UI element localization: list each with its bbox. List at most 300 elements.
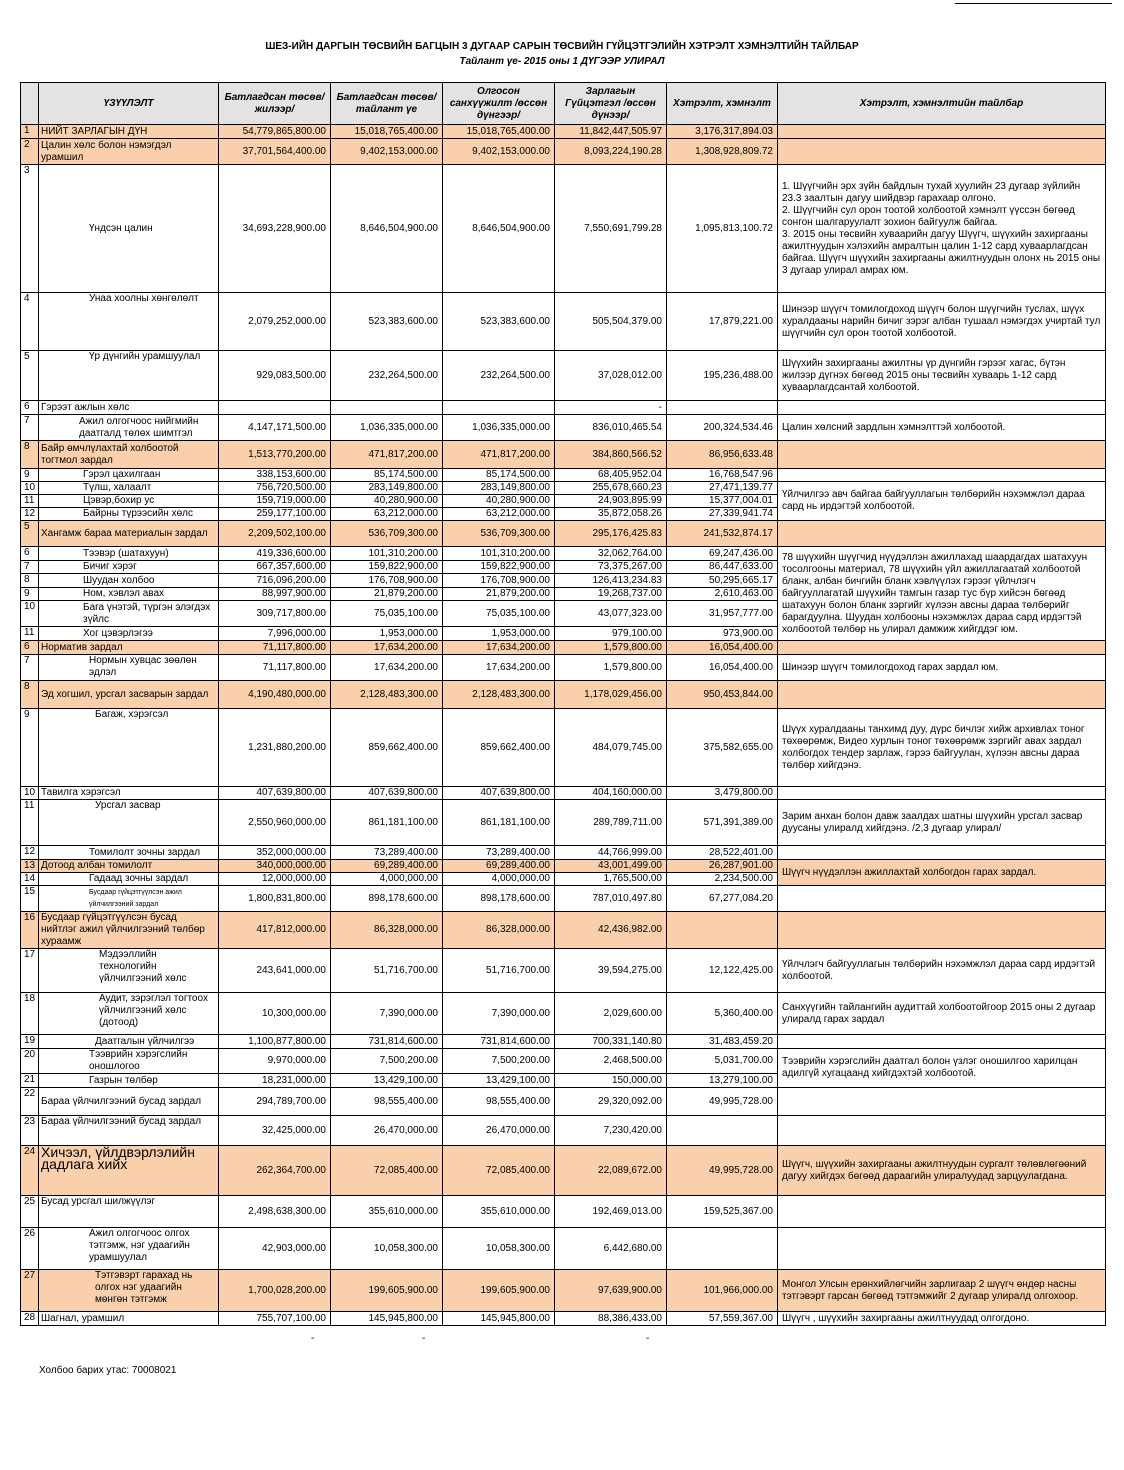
cell-d: 384,860,566.52 [555, 441, 667, 469]
row-number: 9 [21, 588, 39, 601]
header-indicator: ҮЗҮҮЛЭЛТ [39, 83, 219, 125]
row-number: 7 [21, 415, 39, 441]
row-number: 19 [21, 1035, 39, 1049]
cell-e: 195,236,488.00 [667, 351, 778, 401]
cell-c: 21,879,200.00 [443, 588, 555, 601]
cell-e: 159,525,367.00 [667, 1196, 778, 1228]
row-indicator: Шагнал, урамшил [39, 1312, 219, 1326]
cell-c: 731,814,600.00 [443, 1035, 555, 1049]
cell-d: 97,639,900.00 [555, 1270, 667, 1312]
cell-a: 262,364,700.00 [219, 1146, 331, 1196]
cell-b: 355,610,000.00 [331, 1196, 443, 1228]
row-number: 7 [21, 655, 39, 681]
row-indicator: Гадаад зочны зардал [39, 873, 219, 886]
cell-e: 5,031,700.00 [667, 1049, 778, 1074]
cell-d: 126,413,234.83 [555, 574, 667, 588]
cell-c: 536,709,300.00 [443, 521, 555, 547]
explanation-cell [778, 521, 1106, 547]
cell-a: 309,717,800.00 [219, 601, 331, 627]
row-number: 4 [21, 293, 39, 351]
cell-b: 471,817,200.00 [331, 441, 443, 469]
explanation-cell: Цалин хөлсний зардлын хэмнэлттэй холбоотой. [778, 415, 1106, 441]
explanation-cell [778, 1116, 1106, 1146]
cell-c: 69,289,400.00 [443, 860, 555, 873]
row-indicator: Газрын төлбөр [39, 1074, 219, 1088]
row-indicator: Хог цэвэрлэгээ [39, 627, 219, 641]
explanation-cell: Үйлчилгээ авч байгаа байгууллагын төлбөрийн нэхэмжлэл дараа сард нь ирдэгтэй холбоотой. [778, 482, 1106, 521]
row-indicator: Гэрэл цахилгаан [39, 469, 219, 482]
top-border-line [955, 3, 1112, 4]
cell-b: 51,716,700.00 [331, 949, 443, 993]
cell-d: 700,331,140.80 [555, 1035, 667, 1049]
cell-c: 98,555,400.00 [443, 1088, 555, 1116]
cell-e: 16,054,400.00 [667, 641, 778, 655]
cell-b: 176,708,900.00 [331, 574, 443, 588]
cell-e [667, 912, 778, 949]
cell-a: 2,550,960,000.00 [219, 800, 331, 846]
cell-a: 4,190,480,000.00 [219, 681, 331, 709]
cell-b: 536,709,300.00 [331, 521, 443, 547]
table-row [21, 1196, 1106, 1228]
row-indicator: Бусад урсгал шилжүүлэг [39, 1196, 219, 1228]
explanation-cell: Монгол Улсын ерөнхийлөгчийн зарлигаар 2 шүүгч өндөр насны тэтгэвэрт гарсан бөгөөд тэтгэмжийг 2 дугаар улиралд олгохоор. [778, 1270, 1106, 1312]
row-indicator: Үр дүнгийн урамшуулал [39, 351, 219, 401]
row-number: 11 [21, 800, 39, 846]
cell-b: 15,018,765,400.00 [331, 125, 443, 139]
cell-d: 787,010,497.80 [555, 886, 667, 912]
cell-a: 1,513,770,200.00 [219, 441, 331, 469]
cell-d: 29,320,092.00 [555, 1088, 667, 1116]
cell-e [667, 401, 778, 415]
cell-c: 199,605,900.00 [443, 1270, 555, 1312]
explanation-cell: Тээврийн хэрэгслийн даатгал болон үзлэг оношилгоо харилцан адилгүй хугацаанд хийгдэхтэй холбоотой. [778, 1049, 1106, 1088]
explanation-cell: Шүүгч, шүүхийн захиргааны ажилтнуудын сургалт төлөвлөгөөний дагуу хийгдэх бөгөөд дараагийн улиралуудад зарцуулагдана. [778, 1146, 1106, 1196]
explanation-cell [778, 125, 1106, 139]
row-indicator: Тавилга хэрэгсэл [39, 787, 219, 800]
row-indicator: Нормын хувцас зөөлөн эдлэл [39, 655, 219, 681]
cell-a: 1,700,028,200.00 [219, 1270, 331, 1312]
cell-b [331, 401, 443, 415]
cell-c: 7,390,000.00 [443, 993, 555, 1035]
cell-c: 85,174,500.00 [443, 469, 555, 482]
cell-e: 31,483,459.20 [667, 1035, 778, 1049]
cell-e: 950,453,844.00 [667, 681, 778, 709]
cell-e: 12,122,425.00 [667, 949, 778, 993]
cell-d: 43,001,499.00 [555, 860, 667, 873]
cell-a: 88,997,900.00 [219, 588, 331, 601]
row-number: 10 [21, 601, 39, 627]
explanation-cell: Шүүхийн захиргааны ажилтны үр дүнгийн гэрээг хагас, бүтэн жилээр дүгнэх бөгөөд 2015 оны төсвийн хуваарь 1-12 сард хуваарлагдсантай холбоотой. [778, 351, 1106, 401]
cell-e: 1,095,813,100.72 [667, 165, 778, 293]
cell-d: - [555, 401, 667, 415]
cell-d: 37,028,012.00 [555, 351, 667, 401]
row-indicator: Байрны түрээсийн хөлс [39, 508, 219, 521]
cell-c: 26,470,000.00 [443, 1116, 555, 1146]
row-indicator: Мэдээллийн технологийн үйлчилгээний хөлс [39, 949, 219, 993]
cell-e: 57,559,367.00 [667, 1312, 778, 1326]
cell-e: 27,471,139.77 [667, 482, 778, 495]
row-indicator: Шуудан холбоо [39, 574, 219, 588]
cell-e: 3,176,317,894.03 [667, 125, 778, 139]
cell-b: 72,085,400.00 [331, 1146, 443, 1196]
explanation-cell: 1. Шүүгчийн эрх зүйн байдлын тухай хуулийн 23 дугаар зүйлийн 23.3 заалтын дагуу шийдвэр гарахаар олгоно. 2. Шүүгчийн сул орон тоотой холбоотой хэмнэлт үүссэн бөгөөд сонгон шалгаруулалт зохион байгуулж байгаа. 3. 2015 оны төсвийн хуваарийн дагуу Шүүгч, шүүхийн захиргааны ажилтнуудын хэлэхийн амралтын цалин 1-12 сард хуваарлагдсан байгаа. Шүүгч шүүхийн захиргааны ажилтнуудын олонх нь 2015 оны 3 дугаар улирал амрах юм. [778, 165, 1106, 293]
cell-d: 505,504,379.00 [555, 293, 667, 351]
explanation-cell: Санхүүгийн тайлангийн аудиттай холбоотойгоор 2015 оны 2 дугаар улиралд гарах зардал [778, 993, 1106, 1035]
row-indicator: Ажил олгогчоос олгох тэтгэмж, нэг удаагийн урамшуулал [39, 1228, 219, 1270]
explanation-cell [778, 469, 1106, 482]
row-number: 8 [21, 681, 39, 709]
cell-c: 86,328,000.00 [443, 912, 555, 949]
table-row [21, 482, 1106, 495]
header-variance: Хэтрэлт, хэмнэлт [667, 83, 778, 125]
dash-mark: - [646, 1333, 650, 1344]
cell-a: 159,719,000.00 [219, 495, 331, 508]
cell-c: 898,178,600.00 [443, 886, 555, 912]
cell-d: 289,789,711.00 [555, 800, 667, 846]
cell-c: 283,149,800.00 [443, 482, 555, 495]
cell-c: 407,639,800.00 [443, 787, 555, 800]
cell-b: 232,264,500.00 [331, 351, 443, 401]
cell-b: 283,149,800.00 [331, 482, 443, 495]
cell-e: 5,360,400.00 [667, 993, 778, 1035]
row-number: 8 [21, 441, 39, 469]
cell-d: 979,100.00 [555, 627, 667, 641]
cell-a [219, 401, 331, 415]
row-indicator: Бага үнэтэй, түргэн элэгдэх зүйлс [39, 601, 219, 627]
row-number: 27 [21, 1270, 39, 1312]
cell-e: 101,966,000.00 [667, 1270, 778, 1312]
cell-a: 1,100,877,800.00 [219, 1035, 331, 1049]
cell-a: 10,300,000.00 [219, 993, 331, 1035]
row-number: 17 [21, 949, 39, 993]
explanation-cell [778, 441, 1106, 469]
cell-b: 21,879,200.00 [331, 588, 443, 601]
cell-c: 101,310,200.00 [443, 547, 555, 561]
explanation-cell [778, 1088, 1106, 1116]
table-row [21, 165, 1106, 293]
cell-d: 192,469,013.00 [555, 1196, 667, 1228]
row-indicator: Унаа хоолны хөнгөлөлт [39, 293, 219, 351]
cell-b: 159,822,900.00 [331, 561, 443, 574]
explanation-cell [778, 139, 1106, 165]
row-number: 11 [21, 627, 39, 641]
cell-e: 49,995,728.00 [667, 1088, 778, 1116]
table-row [21, 655, 1106, 681]
cell-a: 340,000,000.00 [219, 860, 331, 873]
cell-a: 1,800,831,800.00 [219, 886, 331, 912]
row-number: 20 [21, 1049, 39, 1074]
cell-d: 24,903,895.99 [555, 495, 667, 508]
header-explanation: Хэтрэлт, хэмнэлтийн тайлбар [778, 83, 1106, 125]
explanation-cell [778, 1196, 1106, 1228]
row-number: 10 [21, 787, 39, 800]
explanation-cell [778, 912, 1106, 949]
header-approved-period: Батлагдсан төсөв/тайлант үе [331, 83, 443, 125]
row-number: 16 [21, 912, 39, 949]
cell-a: 37,701,564,400.00 [219, 139, 331, 165]
table-row [21, 1270, 1106, 1312]
cell-b: 85,174,500.00 [331, 469, 443, 482]
cell-b: 10,058,300.00 [331, 1228, 443, 1270]
row-number: 2 [21, 139, 39, 165]
row-number: 21 [21, 1074, 39, 1088]
cell-a: 34,693,228,900.00 [219, 165, 331, 293]
table-row [21, 787, 1106, 800]
table-row [21, 912, 1106, 949]
cell-c: 75,035,100.00 [443, 601, 555, 627]
cell-c: 355,610,000.00 [443, 1196, 555, 1228]
cell-c: 176,708,900.00 [443, 574, 555, 588]
cell-c: 159,822,900.00 [443, 561, 555, 574]
row-number: 15 [21, 886, 39, 912]
table-row [21, 351, 1106, 401]
report-subtitle: Тайлант үе- 2015 оны 1 ДҮГЭЭР УЛИРАЛ [459, 56, 665, 67]
row-indicator: Норматив зардал [39, 641, 219, 655]
row-indicator: Дотоод албан томилолт [39, 860, 219, 873]
cell-e: 13,279,100.00 [667, 1074, 778, 1088]
table-row [21, 886, 1106, 912]
cell-c: 63,212,000.00 [443, 508, 555, 521]
cell-d: 7,230,420.00 [555, 1116, 667, 1146]
row-number: 6 [21, 547, 39, 561]
cell-b: 17,634,200.00 [331, 655, 443, 681]
row-indicator: Гэрээт ажлын хөлс [39, 401, 219, 415]
header-actual: Зарлагын Гүйцэтгэл /өссөн дүнээр/ [555, 83, 667, 125]
cell-b: 731,814,600.00 [331, 1035, 443, 1049]
cell-b: 9,402,153,000.00 [331, 139, 443, 165]
cell-d: 68,405,952.04 [555, 469, 667, 482]
header-funding: Олгосон санхүүжилт /өссөн дүнгээр/ [443, 83, 555, 125]
table-row [21, 641, 1106, 655]
cell-b: 7,500,200.00 [331, 1049, 443, 1074]
cell-c: 4,000,000.00 [443, 873, 555, 886]
cell-b: 17,634,200.00 [331, 641, 443, 655]
row-indicator: Түлш, халаалт [39, 482, 219, 495]
cell-a: 7,996,000.00 [219, 627, 331, 641]
row-indicator: Цэвэр,бохир ус [39, 495, 219, 508]
header-approved-year: Батлагдсан төсөв/жилээр/ [219, 83, 331, 125]
cell-d: 42,436,982.00 [555, 912, 667, 949]
cell-d: 295,176,425.83 [555, 521, 667, 547]
cell-c: 1,036,335,000.00 [443, 415, 555, 441]
row-number: 12 [21, 846, 39, 860]
cell-e: 16,054,400.00 [667, 655, 778, 681]
cell-c: 17,634,200.00 [443, 641, 555, 655]
cell-a: 2,079,252,000.00 [219, 293, 331, 351]
explanation-cell: Шүүх хуралдааны танхимд дуу, дүрс бичлэг хийж архивлах тоног төхөөрөмж, Видео хурлын тоног төхөөрөмж зэргийг авах зардал холбогдох тендер зарлаж, гэрээ байгуулан, хүлээн авсны дараа төлбөр хийгдэнэ. [778, 709, 1106, 787]
cell-b: 8,646,504,900.00 [331, 165, 443, 293]
row-indicator: Цалин хөлс болон нэмэгдэл урамшил [39, 139, 219, 165]
cell-a: 417,812,000.00 [219, 912, 331, 949]
table-row [21, 949, 1106, 993]
cell-c: 861,181,100.00 [443, 800, 555, 846]
explanation-cell [778, 681, 1106, 709]
cell-c [443, 401, 555, 415]
cell-b: 1,953,000.00 [331, 627, 443, 641]
cell-d: 43,077,323.00 [555, 601, 667, 627]
row-number: 18 [21, 993, 39, 1035]
row-number: 6 [21, 641, 39, 655]
explanation-cell [778, 1228, 1106, 1270]
table-row [21, 293, 1106, 351]
cell-a: 54,779,865,800.00 [219, 125, 331, 139]
cell-b: 2,128,483,300.00 [331, 681, 443, 709]
table-row [21, 521, 1106, 547]
cell-a: 71,117,800.00 [219, 641, 331, 655]
table-row [21, 846, 1106, 860]
cell-b: 63,212,000.00 [331, 508, 443, 521]
budget-table [20, 82, 1106, 1326]
cell-a: 338,153,600.00 [219, 469, 331, 482]
row-number: 10 [21, 482, 39, 495]
row-number: 25 [21, 1196, 39, 1228]
cell-b: 98,555,400.00 [331, 1088, 443, 1116]
table-row [21, 993, 1106, 1035]
cell-d: 19,268,737.00 [555, 588, 667, 601]
row-number: 9 [21, 469, 39, 482]
cell-b: 523,383,600.00 [331, 293, 443, 351]
row-number: 12 [21, 508, 39, 521]
cell-e: 3,479,800.00 [667, 787, 778, 800]
header-no [21, 83, 39, 125]
cell-c: 471,817,200.00 [443, 441, 555, 469]
row-indicator: Бусдаар гүйцэтгүүлсэн ажил үйлчилгээний зардал [39, 886, 219, 912]
cell-c: 1,953,000.00 [443, 627, 555, 641]
cell-c: 2,128,483,300.00 [443, 681, 555, 709]
cell-a: 259,177,100.00 [219, 508, 331, 521]
cell-d: 73,375,267.00 [555, 561, 667, 574]
cell-d: 22,089,672.00 [555, 1146, 667, 1196]
cell-b: 40,280,900.00 [331, 495, 443, 508]
cell-c: 232,264,500.00 [443, 351, 555, 401]
cell-d: 44,766,999.00 [555, 846, 667, 860]
cell-a: 32,425,000.00 [219, 1116, 331, 1146]
row-number: 7 [21, 561, 39, 574]
cell-e: 16,768,547.96 [667, 469, 778, 482]
cell-c: 73,289,400.00 [443, 846, 555, 860]
cell-d: 1,579,800.00 [555, 655, 667, 681]
row-number: 26 [21, 1228, 39, 1270]
row-indicator: Даатгалын үйлчилгээ [39, 1035, 219, 1049]
cell-c: 13,429,100.00 [443, 1074, 555, 1088]
cell-a: 407,639,800.00 [219, 787, 331, 800]
cell-e: 50,295,665.17 [667, 574, 778, 588]
cell-b: 199,605,900.00 [331, 1270, 443, 1312]
cell-a: 716,096,200.00 [219, 574, 331, 588]
cell-d: 8,093,224,190.28 [555, 139, 667, 165]
cell-a: 71,117,800.00 [219, 655, 331, 681]
cell-e: 31,957,777.00 [667, 601, 778, 627]
row-indicator: Хангамж бараа материалын зардал [39, 521, 219, 547]
cell-d: 88,386,433.00 [555, 1312, 667, 1326]
cell-e: 67,277,084.20 [667, 886, 778, 912]
row-indicator: Урсгал засвар [39, 800, 219, 846]
cell-d: 150,000.00 [555, 1074, 667, 1088]
explanation-cell [778, 1035, 1106, 1049]
cell-a: 12,000,000.00 [219, 873, 331, 886]
cell-e: 200,324,534.46 [667, 415, 778, 441]
cell-a: 294,789,700.00 [219, 1088, 331, 1116]
cell-c: 10,058,300.00 [443, 1228, 555, 1270]
cell-a: 18,231,000.00 [219, 1074, 331, 1088]
row-number: 5 [21, 521, 39, 547]
explanation-cell: Шинээр шүүгч томилогдоход шүүгч болон шүүгчийн туслах, шүүх хуралдааны нарийн бичиг зэрэг албан тушаал нэмэгдэх учиртай тул шүүгчийн сул орон тоотой холбоотой. [778, 293, 1106, 351]
cell-c: 51,716,700.00 [443, 949, 555, 993]
cell-c: 523,383,600.00 [443, 293, 555, 351]
contact-footer: Холбоо барих утас: 70008021 [39, 1365, 177, 1376]
table-row [21, 441, 1106, 469]
cell-a: 419,336,600.00 [219, 547, 331, 561]
table-row [21, 1088, 1106, 1116]
row-indicator: Эд хогшил, урсгал засварын зардал [39, 681, 219, 709]
cell-d: 39,594,275.00 [555, 949, 667, 993]
row-indicator: Томилолт зочны зардал [39, 846, 219, 860]
cell-e: 2,234,500.00 [667, 873, 778, 886]
cell-a: 667,357,600.00 [219, 561, 331, 574]
row-number: 28 [21, 1312, 39, 1326]
row-indicator: Тэтгэвэрт гарахад нь олгох нэг удаагийн мөнгөн тэтгэмж [39, 1270, 219, 1312]
row-indicator: Багаж, хэрэгсэл [39, 709, 219, 787]
explanation-cell: Үйлчлэгч байгууллагын төлбөрийн нэхэмжлэл дараа сард ирдэгтэй холбоотой. [778, 949, 1106, 993]
cell-b: 13,429,100.00 [331, 1074, 443, 1088]
explanation-cell: Шинээр шүүгч томилогдоход гарах зардал юм. [778, 655, 1106, 681]
cell-a: 9,970,000.00 [219, 1049, 331, 1074]
explanation-cell: Шүүгч , шүүхийн захиргааны ажилтнуудад олгогдоно. [778, 1312, 1106, 1326]
cell-c: 15,018,765,400.00 [443, 125, 555, 139]
explanation-cell: 78 шүүхийн шүүгчид нүүдэллэн ажиллахад шаардагдах шатахуун тосолгооны материал, 78 шүүхийн үйл ажиллагаатай холбоотой бланк, албан бичгийн бланк хэвлүүлэх гэрээг үйлчлэгч байгууллагатай шүүхийн тамгын газар тус бүр хийсэн бөгөөд шатахуун болон бланк зэргийг хүлээн авсны дараа төлбөрийг барагдуулна. Шуудан холбооны нэхэмжлэх дараа сард ирдэгтэй холбоотой төлбөр нь улирал дамжиж хийгддэг юм. [778, 547, 1106, 641]
table-row [21, 1146, 1106, 1196]
row-number: 3 [21, 165, 39, 293]
cell-a: 756,720,500.00 [219, 482, 331, 495]
cell-e: 375,582,655.00 [667, 709, 778, 787]
cell-a: 42,903,000.00 [219, 1228, 331, 1270]
cell-c: 40,280,900.00 [443, 495, 555, 508]
cell-d: 1,579,800.00 [555, 641, 667, 655]
table-row [21, 469, 1106, 482]
table-row [21, 1049, 1106, 1074]
table-row [21, 1035, 1106, 1049]
explanation-cell [778, 846, 1106, 860]
cell-e: 241,532,874.17 [667, 521, 778, 547]
table-row [21, 1312, 1106, 1326]
cell-c: 8,646,504,900.00 [443, 165, 555, 293]
table-row [21, 681, 1106, 709]
cell-e: 28,522,401.00 [667, 846, 778, 860]
row-indicator: Хичээл, үйлдвэрлэлийн дадлага хийх [39, 1146, 219, 1196]
cell-d: 255,678,660.23 [555, 482, 667, 495]
cell-b: 145,945,800.00 [331, 1312, 443, 1326]
cell-d: 6,442,680.00 [555, 1228, 667, 1270]
row-number: 23 [21, 1116, 39, 1146]
cell-c: 145,945,800.00 [443, 1312, 555, 1326]
cell-e: 49,995,728.00 [667, 1146, 778, 1196]
cell-e: 86,447,633.00 [667, 561, 778, 574]
row-indicator: Байр өмчлүлахтай холбоотой тогтмол зардал [39, 441, 219, 469]
cell-b: 26,470,000.00 [331, 1116, 443, 1146]
cell-a: 929,083,500.00 [219, 351, 331, 401]
cell-c: 859,662,400.00 [443, 709, 555, 787]
table-row [21, 547, 1106, 561]
cell-e: 26,287,901.00 [667, 860, 778, 873]
row-number: 9 [21, 709, 39, 787]
row-indicator: НИЙТ ЗАРЛАГЫН ДҮН [39, 125, 219, 139]
table-row [21, 401, 1106, 415]
cell-b: 898,178,600.00 [331, 886, 443, 912]
dash-mark: - [422, 1333, 426, 1344]
cell-b: 86,328,000.00 [331, 912, 443, 949]
table-row [21, 709, 1106, 787]
row-indicator: Бусдаар гүйцэтгүүлсэн бусад нийтлэг ажил үйлчилгээний төлбөр хураамж [39, 912, 219, 949]
